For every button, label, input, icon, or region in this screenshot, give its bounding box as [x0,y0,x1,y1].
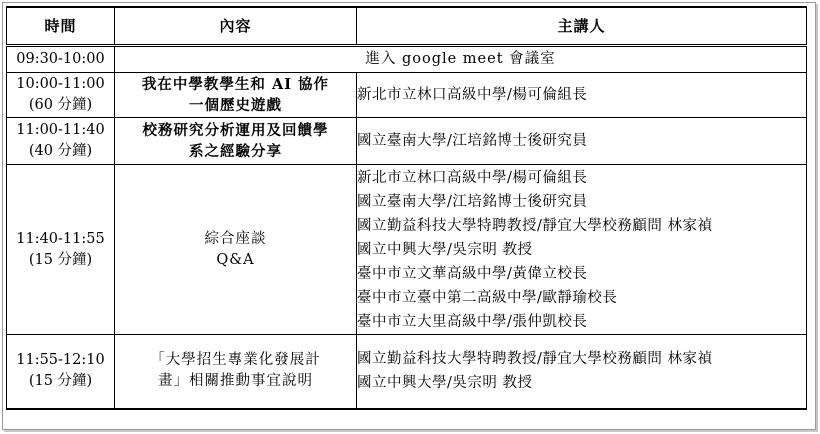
speaker-line: 國立臺南大學/江培銘博士後研究員 [357,133,588,149]
speaker-line: 國立中興大學/吳宗明 教授 [357,375,533,392]
speaker-line: 新北市立林口高級中學/楊可倫組長 [357,87,588,103]
speaker-cell [357,118,807,165]
topic-cell [115,335,357,409]
header-speaker: 主講人 [357,7,807,46]
duration: (40 分鐘) [28,143,93,159]
topic-cell [115,118,357,165]
topic-line: Q&A [216,251,255,268]
agenda-row [7,165,807,335]
topic-cell [115,165,357,335]
speaker-line: 國立中興大學/吳宗明 教授 [357,241,533,258]
merged-text: 進入 google meet 會議室 [365,51,556,67]
time-cell [7,118,115,165]
time-range: 09:30-10:00 [16,51,105,67]
topic-line: 我在中學教學生和 AI 協作 [141,76,330,93]
speaker-line: 臺中市立臺中第二高級中學/歐靜瑜校長 [357,289,618,306]
topic-line: 校務研究分析運用及回饋學 [142,122,329,139]
speaker-line: 國立勤益科技大學特聘教授/靜宜大學校務顧問 林家禎 [357,217,713,234]
speaker-line: 新北市立林口高級中學/楊可倫組長 [357,169,588,186]
time-cell [7,335,115,409]
topic-line: 綜合座談 [204,230,267,247]
topic-line: 一個歷史遊戲 [189,97,282,114]
time-range: 11:00-11:40 [16,122,105,138]
agenda-row [7,118,807,165]
speaker-cell [357,73,807,118]
time-cell [7,73,115,118]
time-cell [7,165,115,335]
time-range: 10:00-11:00 [16,76,105,92]
duration: (15 分鐘) [28,373,93,390]
speaker-cell [357,335,807,409]
duration: (60 分鐘) [28,97,93,113]
topic-line: 系之經驗分享 [189,143,282,160]
speaker-line: 國立勤益科技大學特聘教授/靜宜大學校務顧問 林家禎 [357,351,713,368]
topic-cell [115,73,357,118]
merged-cell [115,46,807,73]
agenda-row [7,73,807,118]
duration: (15 分鐘) [28,251,93,268]
header-content: 內容 [115,7,357,46]
agenda-table [6,6,807,410]
time-range: 11:55-12:10 [16,352,105,369]
header-row [7,7,807,46]
time-cell [7,46,115,73]
header-time: 時間 [7,7,115,46]
speaker-line: 臺中市立大里高級中學/張仲凱校長 [357,313,588,330]
speaker-line: 國立臺南大學/江培銘博士後研究員 [357,193,588,210]
topic-line: 「大學招生專業化發展計 [150,352,321,369]
speaker-cell [357,165,807,335]
agenda-row-meet [7,46,807,73]
time-range: 11:40-11:55 [16,230,105,247]
speaker-line: 臺中市立文華高級中學/黃偉立校長 [357,265,588,282]
agenda-row [7,335,807,409]
topic-line: 畫」相關推動事宜說明 [158,373,313,390]
